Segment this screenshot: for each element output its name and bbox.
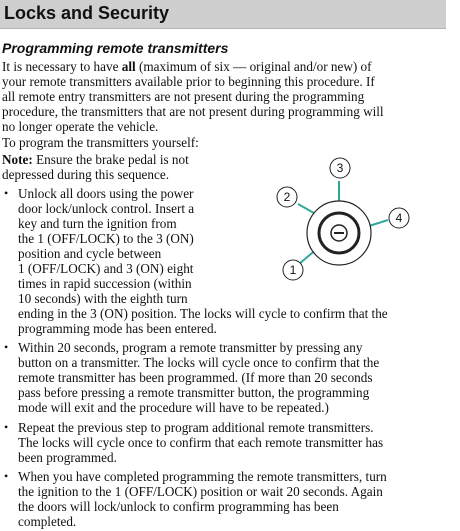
step2-line: button on a transmitter. The locks will cycle once to confirm that the (18, 355, 380, 370)
step3-line: Repeat the previous step to program additional remote transmitters. (18, 420, 374, 435)
step1-line: 1 (OFF/LOCK) and 3 (ON) eight (18, 261, 194, 276)
step2-line: Within 20 seconds, program a remote transmitter by pressing any (18, 340, 363, 355)
step2-line: pass before pressing a remote transmitter button, the programming (18, 385, 370, 400)
step2-line: mode will exit and the procedure will have to be repeated.) (18, 400, 329, 415)
intro-line: procedure, the transmitters that are not present during programming will (2, 104, 384, 119)
step3-line: The locks will cycle once to confirm that each remote transmitter has (18, 435, 384, 450)
note-label: Note: (2, 152, 33, 167)
step4-line: completed. (18, 514, 77, 529)
bullet: • (4, 186, 9, 200)
step1-line: key and turn the ignition from (18, 216, 177, 231)
intro-text: It is necessary to have (2, 59, 122, 74)
position-marker-1 (283, 260, 303, 280)
intro-line (2, 59, 372, 75)
position-marker-3 (330, 158, 350, 178)
intro-line: your remote transmitters available prior to beginning this procedure. If (2, 74, 375, 89)
step4-line: the doors will lock/unlock to confirm programming has been (18, 499, 339, 514)
step1-line: the 1 (OFF/LOCK) to the 3 (ON) (18, 231, 194, 246)
step1-line: 10 seconds) with the eighth turn (18, 291, 188, 306)
note-line (2, 152, 189, 168)
instruction-lead: To program the transmitters yourself: (2, 135, 199, 150)
intro-text: (maximum of six — original and/or new) of (135, 59, 372, 74)
position-marker-2 (277, 187, 297, 207)
bullet: • (4, 420, 9, 434)
step1-line: programming mode has been entered. (18, 321, 217, 336)
step1-line: position and cycle between (18, 246, 162, 261)
intro-line: no longer operate the vehicle. (2, 119, 159, 134)
ignition-diagram (266, 150, 416, 290)
position-label-3: 3 (336, 161, 344, 175)
section-subtitle: Programming remote transmitters (2, 40, 229, 56)
intro-emphasis: all (121, 59, 136, 74)
step4-line: the ignition to the 1 (OFF/LOCK) position or wait 20 seconds. Again (18, 484, 383, 499)
step4-line: When you have completed programming the remote transmitters, turn (18, 469, 387, 484)
position-label-4: 4 (395, 211, 403, 225)
bullet: • (4, 340, 9, 354)
bullet: • (4, 469, 9, 483)
position-label-2: 2 (283, 190, 291, 204)
step1-line: door lock/unlock control. Insert a (18, 201, 195, 216)
position-label-1: 1 (289, 263, 297, 277)
step1-line: ending in the 3 (ON) position. The locks will cycle to confirm that the (18, 306, 388, 321)
page-title: Locks and Security (4, 3, 170, 23)
note-line: depressed during this sequence. (2, 167, 169, 182)
section-header (0, 0, 446, 29)
step1-line: times in rapid succession (within (18, 276, 192, 291)
step1-line: Unlock all doors using the power (18, 186, 194, 201)
step2-line: remote transmitter has been programmed. (If more than 20 seconds (18, 370, 373, 385)
position-marker-4 (389, 208, 409, 228)
intro-line: all remote entry transmitters are not present during the programming (2, 89, 365, 104)
note-text: Ensure the brake pedal is not (32, 152, 189, 167)
leader-line-4 (369, 220, 388, 226)
step3-line: been programmed. (18, 450, 117, 465)
